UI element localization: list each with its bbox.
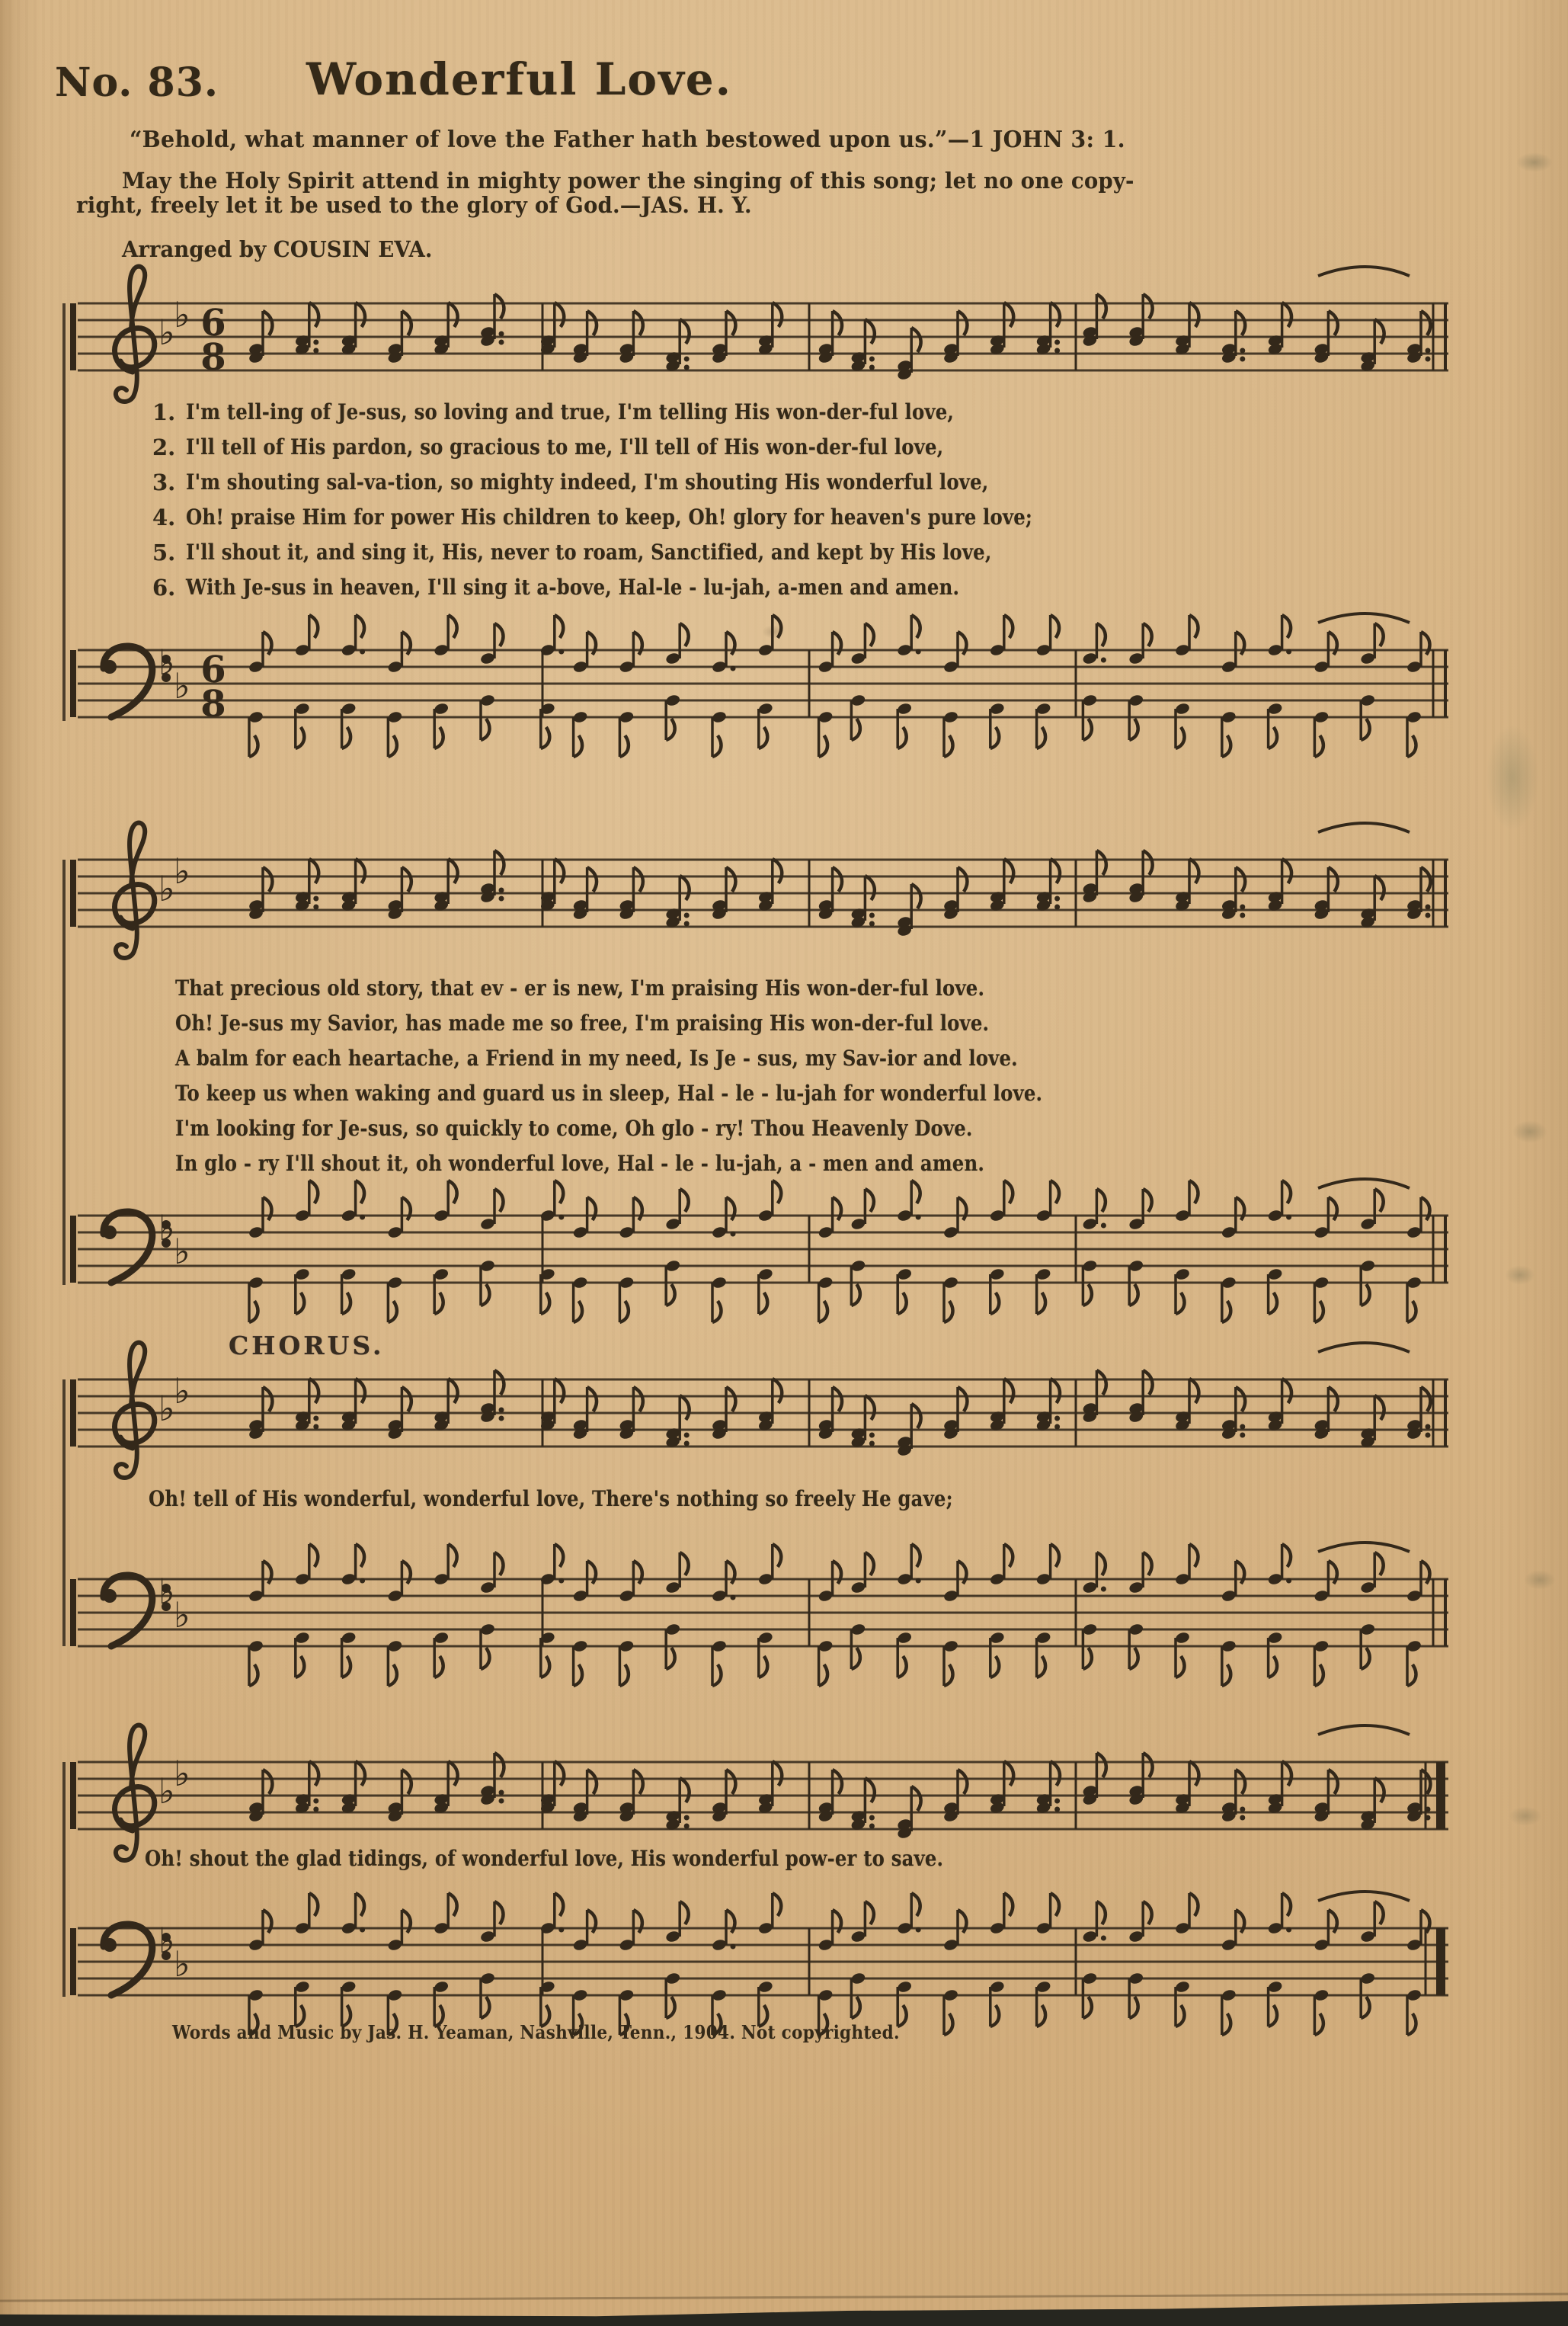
bass-staff-chorus1 [67,1526,1451,1701]
svg-text:♭: ♭ [158,312,175,353]
refrain-line: I'm looking for Je-sus, so quickly to come, Oh glo - ry! Thou Heavenly Dove. [175,1116,973,1141]
system-barline-4 [62,1762,66,1997]
svg-text:♭: ♭ [158,1920,175,1961]
refrain-row [175,1081,1172,1116]
chorus-heading: CHORUS. [229,1331,385,1360]
refrain-line: A balm for each heartache, a Friend in my need, Is Je - sus, my Sav-ior and love. [175,1046,1018,1071]
scripture-quote: “Behold, what manner of love the Father hath bestowed upon us.”—1 JOHN 3: 1. [130,127,1125,153]
svg-text:♭: ♭ [174,1594,190,1636]
svg-text:♭: ♭ [174,1231,190,1272]
verse-row [152,399,1159,434]
verse-line: I'm tell-ing of Je-sus, so loving and true, I'm telling His won-der-ful love, [186,399,955,425]
chorus-line-2: Oh! shout the glad tidings, of wonderful love, His wonderful pow-er to save. [145,1846,944,1871]
verse-number: 4. [152,505,176,530]
chorus-line-1: Oh! tell of His wonderful, wonderful love, There's nothing so freely He gave; [149,1486,953,1511]
margin-smudge [1486,724,1539,831]
verse-number: 1. [152,399,176,425]
svg-text:♭: ♭ [174,665,190,706]
refrain-row [175,1046,1172,1081]
system-barline-2 [62,860,66,1285]
refrain-block [175,976,1172,1186]
refrain-line: To keep us when waking and guard us in sleep, Hal - le - lu-jah for wonderful love. [175,1081,1043,1106]
svg-text:8: 8 [200,336,226,379]
svg-text:8: 8 [200,683,226,726]
svg-text:♭: ♭ [174,1943,190,1985]
svg-text:♭: ♭ [158,1207,175,1248]
svg-text:♭: ♭ [174,1370,190,1411]
hymn-number: No. 83. [55,59,219,106]
verse-row [152,540,1159,575]
svg-text:♭: ♭ [158,1571,175,1612]
verse-row [152,434,1159,469]
refrain-line: In glo - ry I'll shout it, oh wonderful love, Hal - le - lu-jah, a - men and amen. [175,1151,985,1176]
margin-smudge [1516,152,1553,172]
bass-staff-refrain [67,1162,1451,1338]
svg-text:6: 6 [200,649,226,691]
svg-text:♭: ♭ [174,851,190,892]
treble-staff-refrain [67,806,1451,982]
verse-number: 3. [152,469,176,495]
margin-smudge [1512,1120,1547,1143]
refrain-line: Oh! Je-sus my Savior, has made me so free, I'm praising His won-der-ful love. [175,1011,990,1036]
system-barline-1 [62,303,66,721]
svg-text:6: 6 [200,302,226,344]
refrain-row [175,1151,1172,1186]
arranger-credit: Arranged by COUSIN EVA. [122,236,433,262]
svg-text:♭: ♭ [158,1770,175,1812]
publication-credit: Words and Music by Jas. H. Yeaman, Nashville, Tenn., 1904. Not copyrighted. [172,2021,900,2043]
verse-number: 5. [152,540,176,565]
verse-line: Oh! praise Him for power His children to keep, Oh! glory for heaven's pure love; [186,505,1033,530]
verse-block [152,399,1159,610]
verse-line: I'm shouting sal-va-tion, so mighty indeed, I'm shouting His wonderful love, [186,469,989,495]
verse-row [152,575,1159,610]
svg-text:♭: ♭ [174,294,190,335]
verse-number: 6. [152,575,176,601]
svg-text:♭: ♭ [174,1753,190,1794]
verse-line: I'll tell of His pardon, so gracious to me, I'll tell of His won-der-ful love, [186,434,944,460]
system-barline-3 [62,1379,66,1646]
svg-text:♭: ♭ [158,868,175,909]
usage-note-line1: May the Holy Spirit attend in mighty power the singing of this song; let no one copy- [122,168,1134,194]
svg-text:♭: ♭ [158,642,175,683]
paper-crease [0,2293,1568,2302]
verse-line: I'll shout it, and sing it, His, never to roam, Sanctified, and kept by His love, [186,540,992,565]
refrain-line: That precious old story, that ev - er is new, I'm praising His won-der-ful love. [175,976,985,1001]
refrain-row [175,1116,1172,1151]
margin-smudge [1505,1265,1535,1285]
verse-line: With Je-sus in heaven, I'll sing it a-bove, Hal-le - lu-jah, a-men and amen. [186,575,960,600]
svg-text:♭: ♭ [158,1388,175,1429]
margin-smudge [1509,1806,1542,1826]
margin-smudge [1524,1570,1556,1590]
bass-staff-verse [67,597,1451,772]
refrain-row [175,1011,1172,1046]
verse-number: 2. [152,434,176,460]
verse-row [152,469,1159,505]
page-title: Wonderful Love. [306,53,732,105]
refrain-row [175,976,1172,1011]
usage-note-line2: right, freely let it be used to the glory of God.—JAS. H. Y. [76,192,752,218]
verse-row [152,505,1159,540]
